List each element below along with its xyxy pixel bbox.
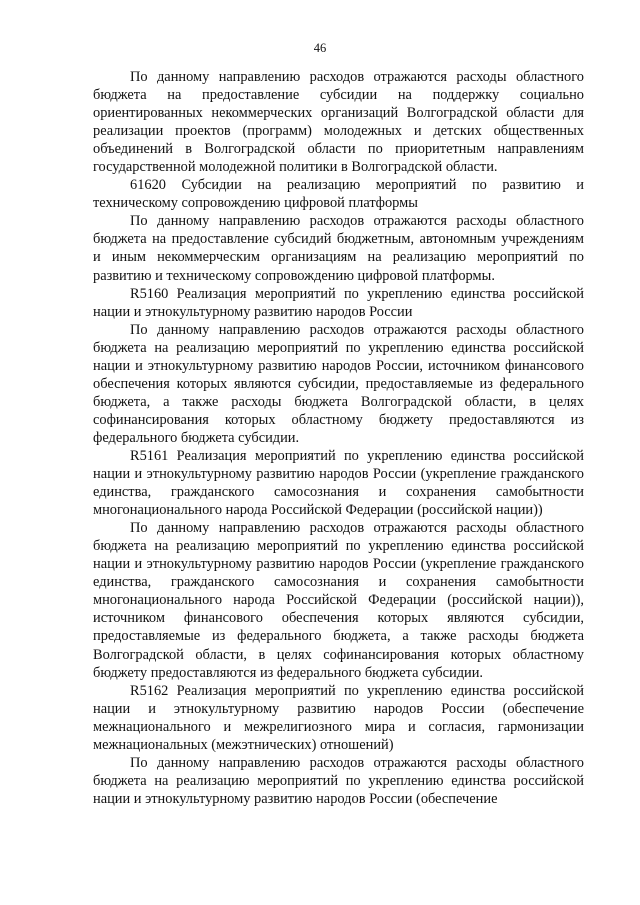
page-number: 46: [313, 41, 327, 55]
paragraph-expense-description: По данному направлению расходов отражаются расходы областного бюджета на предоставление субсидии на поддержку социально ориентированных некоммерческих организаций Волгоградской области для реализации проектов (программ) молодежных и детских общественных объединений в Волгоградской области по приоритетным направлениям государственной молодежной политики в Волгоградской области.: [93, 69, 584, 176]
expense-code-r5162: R5162 Реализация мероприятий по укреплению единства российской нации и этнокультурному развитию народов России (обеспечение межнационального и межрелигиозного мира и согласия, гармонизации межнациональных (межэтнических) отношений): [93, 682, 584, 753]
expense-code-r5161: R5161 Реализация мероприятий по укреплению единства российской нации и этнокультурному развитию народов России (укрепление гражданского единства, гражданского самосознания и сохранения самобытности многонационального народа Российской Федерации (российской нации)): [93, 447, 584, 519]
paragraph-expense-description-continued: По данному направлению расходов отражаются расходы областного бюджета на реализацию мероприятий по укреплению единства российской нации и этнокультурному развитию народов России (обеспечение: [93, 754, 584, 807]
document-body: [93, 68, 584, 808]
expense-code-r5160: R5160 Реализация мероприятий по укреплению единства российской нации и этнокультурному развитию народов России: [93, 285, 584, 320]
paragraph-expense-description: По данному направлению расходов отражаются расходы областного бюджета на реализацию мероприятий по укреплению единства российской нации и этнокультурному развитию народов России, источником финансового обеспечения которых являются субсидии, предоставляемые из федерального бюджета, а также расходы бюджета Волгоградской области, в целях софинансирования которых областному бюджету предоставляются из федерального бюджета субсидии.: [93, 321, 584, 446]
paragraph-expense-description: По данному направлению расходов отражаются расходы областного бюджета на предоставление субсидий бюджетным, автономным учреждениям и иным некоммерческим организациям на реализацию мероприятий по развитию и техническому сопровождению цифровой платформы.: [93, 213, 584, 284]
expense-code-61620: 61620 Субсидии на реализацию мероприятий по развитию и техническому сопровождению цифровой платформы: [93, 177, 584, 212]
paragraph-expense-description: По данному направлению расходов отражаются расходы областного бюджета на реализацию мероприятий по укреплению единства российской нации и этнокультурному развитию народов России (укрепление гражданского единства, гражданского самосознания и сохранения самобытности многонационального народа Российской Федерации (российской нации)), источником финансового обеспечения которых являются субсидии, предоставляемые из федерального бюджета, а также расходы бюджета Волгоградской области, в целях софинансирования которых областному бюджету предоставляются из федерального бюджета субсидии.: [93, 520, 584, 681]
